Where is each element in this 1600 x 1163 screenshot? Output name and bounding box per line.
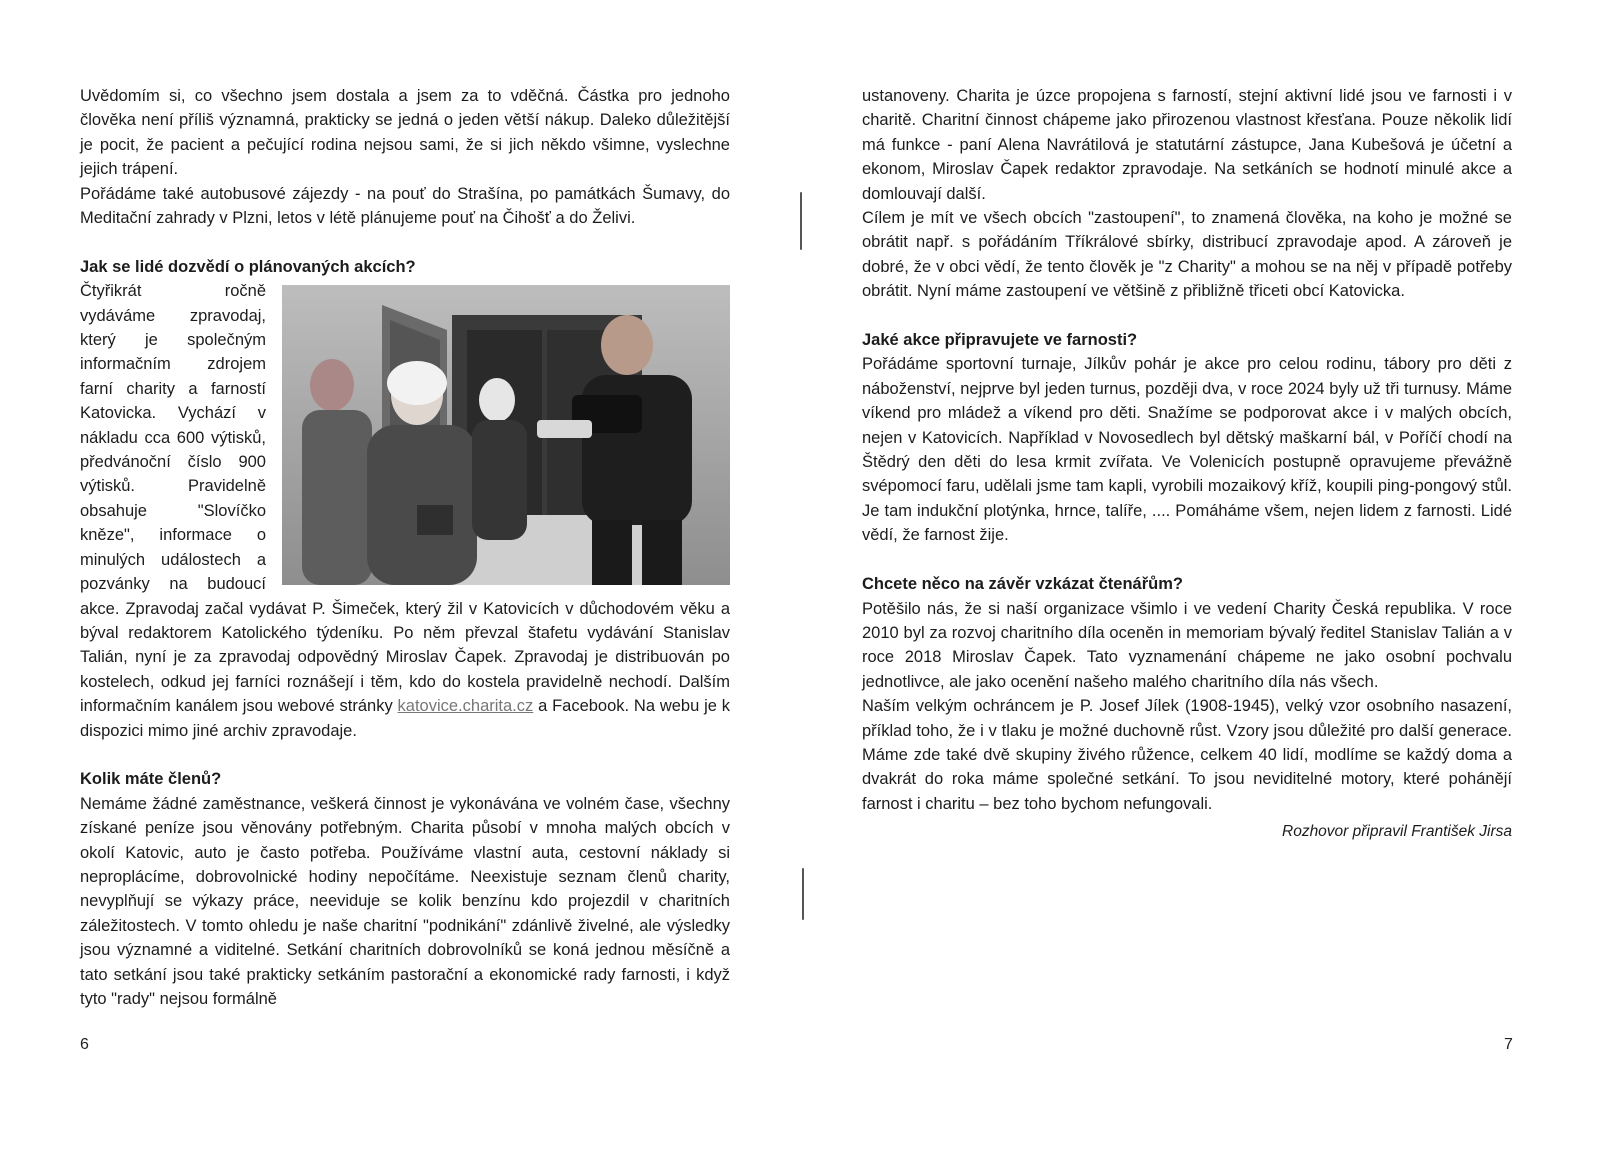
question-heading-newsletter: Jak se lidé dozvědí o plánovaných akcích?: [80, 257, 416, 276]
closing-paragraph-2: Naším velkým ochráncem je P. Josef Jílek (1908-1945), velký vzor osobního nasazení, příklad toho, že i v tlaku je možné duchovně růst. Vzory jsou důležité pro další generace. Máme zde také dvě skupiny živého růžence, celkem 40 lidí, modlíme se každý doma a dvakrát do roka máme společné setkání. To jsou neviditelné motory, které pohánějí farnost i charitu – bez toho bychom nefungovali.: [862, 697, 1512, 813]
right-column: [862, 84, 1512, 845]
author-signature: Rozhovor připravil František Jirsa: [1282, 823, 1512, 841]
photo-image-icon: [282, 285, 730, 585]
question-heading-closing: Chcete něco na závěr vzkázat čtenářům?: [862, 575, 1183, 594]
continuation-paragraph-2: Cílem je mít ve všech obcích "zastoupení", to znamená člověka, na koho je možné se obrátit např. s pořádáním Tříkrálové sbírky, distribucí zpravodaje apod. A zároveň je dobré, že v obci vědí, že tento člověk je "z Charity" a mohou se na něj v případě potřeby obrátit. Nyní máme zastoupení ve většině z přibližně třiceti obcí Katovicka.: [862, 209, 1512, 301]
question-heading-events: Jaké akce připravujete ve farnosti?: [862, 331, 1138, 350]
website-link[interactable]: katovice.charita.cz: [397, 697, 534, 716]
newsletter-text: Čtyřikrát ročně vydáváme zpravodaj, který je společným informačním zdrojem farní charity a farností Katovicka. Vychází v nákladu cca 600 výtisků, předvánoční číslo 900 výtisků. Pravidelně obsahuje "Slovíčko kněze", informace o minulých událostech a pozvánky na budoucí akce. Zpravodaj začal vydávat P. Šimeček, který žil v Katovicích v důchodovém věku a býval redaktorem Katolického týdeníku. Po něm převzal štafetu vydávání Stanislav Talián, nyní je za zpravodaj odpovědný Miroslav Čapek. Zpravodaj je distribuován po kostelech, odkud jej farníci roznášejí i těm, kdo do kostela pravidelně nechodí. Dalším informačním kanálem jsou webové stránky: [80, 282, 730, 716]
photo-people-with-flowerpots: [282, 285, 730, 585]
page-number-right: 7: [1504, 1036, 1513, 1053]
page-number-left: 6: [80, 1036, 89, 1053]
left-column: [80, 84, 730, 1011]
intro-paragraph-1: Uvědomím si, co všechno jsem dostala a jsem za to vděčná. Částka pro jednoho člověka není příliš významná, prakticky se jedná o jeden větší nákup. Daleko důležitější je pocit, že pacient a pečující rodina nejsou sami, že si jich někdo všimne, vyslechne jejich trápení.: [80, 87, 730, 179]
right-page: [800, 0, 1600, 1163]
members-answer: Nemáme žádné zaměstnance, veškerá činnost je vykonávána ve volném čase, všechny získané peníze jsou věnovány potřebným. Charita působí v mnoha malých obcích v okolí Katovic, auto je často potřeba. Používáme vlastní auta, cestovní náklady si neproplácíme, dobrovolnické hodiny nepočítáme. Neexistuje seznam členů charity, nevyplňují se výkazy práce, neeviduje se kolik benzínu kdo projezdil v charitních záležitostech. V tomto ohledu je naše charitní "podnikání" zdánlivě živelné, ale výsledky jsou významné a viditelné. Setkání charitních dobrovolníků se koná jednou měsíčně a tato setkání jsou také prakticky setkáním pastorační a ekonomické rady farnosti, i když tyto "rady" nejsou formálně: [80, 794, 730, 1008]
question-heading-members: Kolik máte členů?: [80, 770, 222, 789]
newsletter-text-end: a Facebook. Na webu je k dispozici mimo jiné archiv zpravodaje.: [80, 697, 730, 740]
closing-paragraph-1: Potěšilo nás, že si naší organizace všimlo i ve vedení Charity Česká republika. V roce 2010 byl za rozvoj charitního díla oceněn in memoriam bývalý ředitel Stanislav Talián a v roce 2018 Miroslav Čapek. Tato vyznamenání chápeme ne jako osobní pochvalu jednotlivce, ale jako ocenění našeho malého charitního díla nás všech.: [862, 599, 1512, 691]
events-answer: Pořádáme sportovní turnaje, Jílkův pohár je akce pro celou rodinu, tábory pro děti z náboženství, nejprve byl jeden turnus, později dva, v roce 2024 byly už tři turnusy. Máme víkend pro mládež a víkend pro děti. Snažíme se podporovat akce i v malých obcích, nejen v Katovicích. Například v Novosedlech byl dětský maškarní bál, v Poříčí chodí na Štědrý den děti do lesa krmit zvířata. Ve Volenicích postupně opravujeme převážně svépomocí faru, udělali jsme tam kapli, vyrobili mozaikový kříž, koupili ping-pongový stůl. Je tam indukční plotýnka, hrnce, talíře, .... Pomáháme všem, nejen lidem z farnosti. Lidé vědí, že farnost žije.: [862, 355, 1512, 545]
continuation-paragraph-1: ustanoveny. Charita je úzce propojena s farností, stejní aktivní lidé jsou ve farnosti i v charitě. Charitní činnost chápeme jako přirozenou vlastnost křesťana. Pouze několik lidí má funkce - paní Alena Navrátilová je statutární zástupce, Jana Kubešová je účetní a ekonom, Miroslav Čapek redaktor zpravodaje. Na setkáních se hodnotí minulé akce a domlouvají další.: [862, 87, 1512, 203]
intro-paragraph-2: Pořádáme také autobusové zájezdy - na pouť do Strašína, po památkách Šumavy, do Meditační zahrady v Plzni, letos v létě plánujeme pouť na Čihošť a do Želivi.: [80, 184, 730, 228]
